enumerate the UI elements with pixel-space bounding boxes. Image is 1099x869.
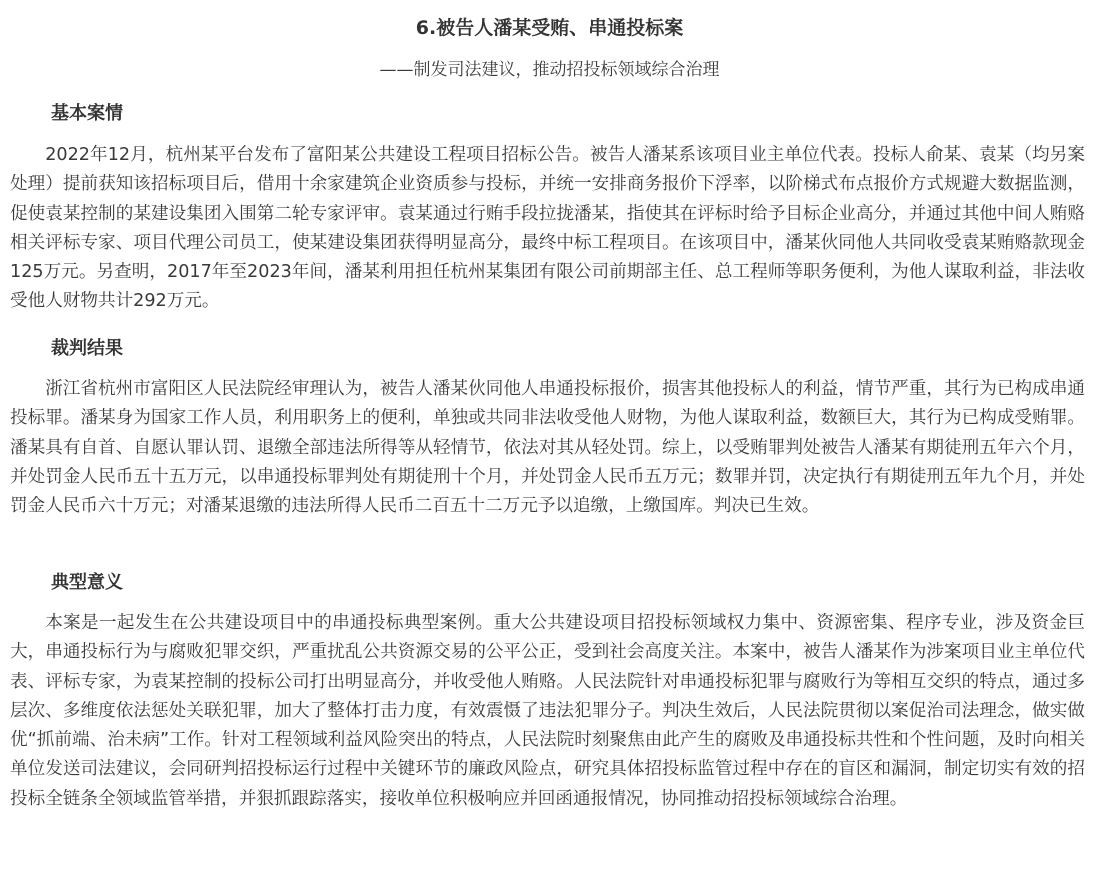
section-body-significance: 本案是一起发生在公共建设项目中的串通投标典型案例。重大公共建设项目招投标领域权力集中、资源密集、程序专业，涉及资金巨大，串通投标行为与腐败犯罪交织，严重扰乱公共资源交易的公平公正，受到社会高度关注。本案中，被告人潘某作为涉案项目业主单位代表、评标专家，为袁某控制的投标公司打出明显高分，并收受他人贿赂。人民法院针对串通投标犯罪与腐败行为等相互交织的特点，通过多层次、多维度依法惩处关联犯罪，加大了整体打击力度，有效震慑了违法犯罪分子。判决生效后，人民法院贯彻以案促治司法理念，做实做优“抓前端、治未病”工作。针对工程领域利益风险突出的特点，人民法院时刻聚焦由此产生的腐败及串通投标共性和个性问题，及时向相关单位发送司法建议，会同研判招投标运行过程中关键环节的廉政风险点，研究具体招投标监管过程中存在的盲区和漏洞，制定切实有效的招投标全链条全领域监管举措，并狠抓跟踪落实，接收单位积极响应并回函通报情况，协同推动招投标领域综合治理。 bbox=[10, 613, 1085, 809]
article-title: 6.被告人潘某受贿、串通投标案 bbox=[415, 17, 684, 39]
section-heading-basic-facts: 基本案情 bbox=[51, 103, 123, 124]
section-heading-judgment-result: 裁判结果 bbox=[51, 338, 123, 359]
section-heading-significance: 典型意义 bbox=[51, 572, 123, 593]
section-body-basic-facts: 2022年12月，杭州某平台发布了富阳某公共建设工程项目招标公告。被告人潘某系该项目业主单位代表。投标人俞某、袁某（均另案处理）提前获知该招标项目后，借用十余家建筑企业资质参与投标，并统一安排商务报价下浮率，以阶梯式布点报价方式规避大数据监测，促使袁某控制的某建设集团入围第二轮专家评审。袁某通过行贿手段拉拢潘某，指使其在评标时给予目标企业高分，并通过其他中间人贿赂相关评标专家、项目代理公司员工，使某建设集团获得明显高分，最终中标工程项目。在该项目中，潘某伙同他人共同收受袁某贿赂款现金125万元。另查明，2017年至2023年间，潘某利用担任杭州某集团有限公司前期部主任、总工程师等职务便利，为他人谋取利益，非法收受他人财物共计292万元。 bbox=[10, 145, 1085, 312]
section-body-judgment-result: 浙江省杭州市富阳区人民法院经审理认为，被告人潘某伙同他人串通投标报价，损害其他投标人的利益，情节严重，其行为已构成串通投标罪。潘某身为国家工作人员，利用职务上的便利，单独或共同非法收受他人财物，为他人谋取利益，数额巨大，其行为已构成受贿罪。潘某具有自首、自愿认罪认罚、退缴全部违法所得等从轻情节，依法对其从轻处罚。综上，以受贿罪判处被告人潘某有期徒刑五年六个月，并处罚金人民币五十五万元，以串通投标罪判处有期徒刑十个月，并处罚金人民币五万元；数罪并罚，决定执行有期徒刑五年九个月，并处罚金人民币六十万元；对潘某退缴的违法所得人民币二百五十二万元予以追缴，上缴国库。判决已生效。 bbox=[10, 379, 1085, 517]
article-subtitle: ——制发司法建议，推动招投标领域综合治理 bbox=[379, 60, 720, 80]
